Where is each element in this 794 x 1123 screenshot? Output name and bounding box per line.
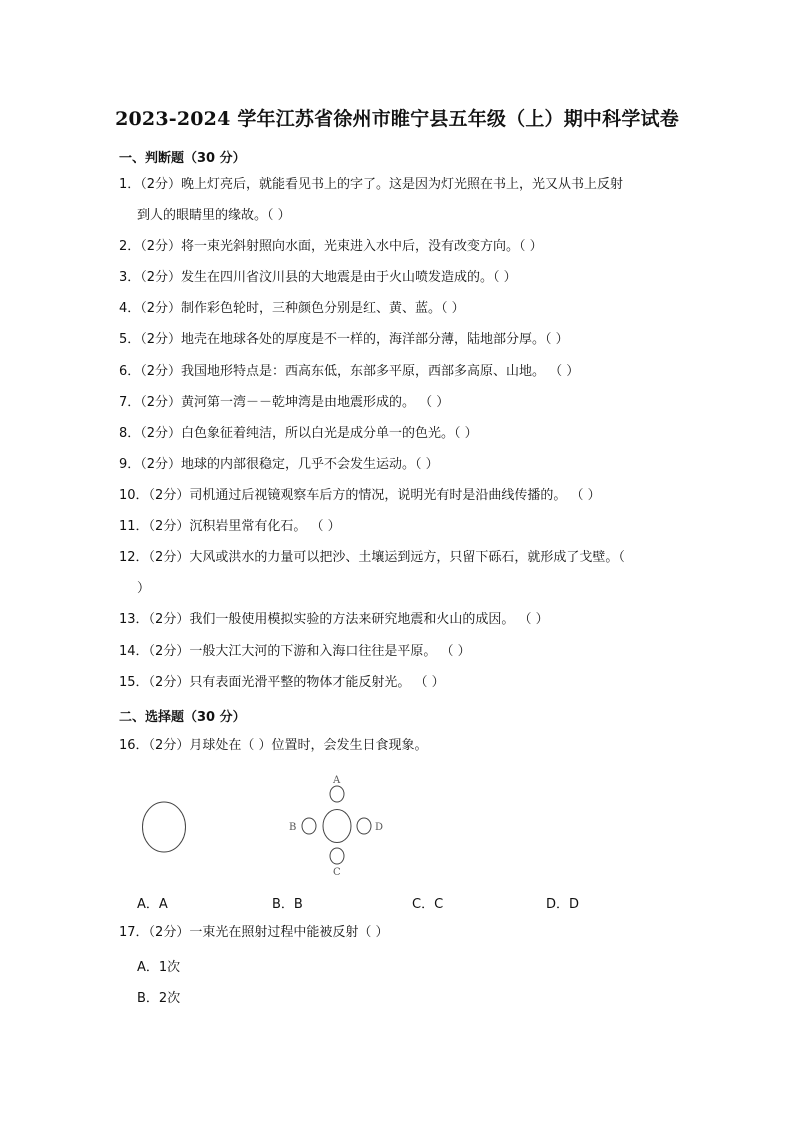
question-6: 6．（2分）我国地形特点是：西高东低，东部多平原，西部多高原、山地。 （ ）	[119, 364, 580, 379]
question-8: 8．（2分）白色象征着纯洁，所以白光是成分单一的色光。（ ）	[119, 426, 478, 441]
question-2: 2．（2分）将一束光斜射照向水面，光束进入水中后，没有改变方向。（ ）	[119, 239, 543, 254]
label-a: A	[333, 775, 341, 786]
question-4: 4．（2分）制作彩色轮时，三种颜色分别是红、黄、蓝。（ ）	[119, 301, 465, 316]
question-1-line-1: 1．（2分）晚上灯亮后，就能看见书上的字了。这是因为灯光照在书上，光又从书上反射	[119, 177, 624, 192]
label-d: D	[375, 822, 384, 833]
q16-option-a[interactable]: A．A	[137, 897, 168, 912]
question-9: 9．（2分）地球的内部很稳定，几乎不会发生运动。（ ）	[119, 457, 439, 472]
question-11: 11．（2分）沉积岩里常有化石。 （ ）	[119, 519, 341, 534]
eclipse-diagram	[130, 770, 410, 880]
question-16: 16．（2分）月球处在（ ）位置时，会发生日食现象。	[119, 738, 428, 753]
page-title: 2023-2024 学年江苏省徐州市睢宁县五年级（上）期中科学试卷	[115, 108, 679, 130]
moon-position-b	[302, 818, 316, 834]
question-5: 5．（2分）地壳在地球各处的厚度是不一样的，海洋部分薄，陆地部分厚。（ ）	[119, 332, 569, 347]
q16-option-b[interactable]: B．B	[272, 897, 303, 912]
question-10: 10．（2分）司机通过后视镜观察车后方的情况，说明光有时是沿曲线传播的。 （ ）	[119, 488, 601, 503]
section-heading-judgement: 一、判断题（30 分）	[119, 151, 246, 166]
earth-circle	[323, 810, 351, 843]
label-c: C	[333, 867, 341, 878]
section-heading-choice: 二、选择题（30 分）	[119, 710, 246, 725]
question-17: 17．（2分）一束光在照射过程中能被反射（ ）	[119, 925, 389, 940]
question-3: 3．（2分）发生在四川省汶川县的大地震是由于火山喷发造成的。（ ）	[119, 270, 517, 285]
moon-position-d	[357, 818, 371, 834]
moon-position-a	[330, 786, 344, 802]
label-b: B	[289, 822, 297, 833]
question-14: 14．（2分）一般大江大河的下游和入海口往往是平原。 （ ）	[119, 644, 471, 659]
question-12-line-2: ）	[137, 581, 151, 596]
question-7: 7．（2分）黄河第一湾－－乾坤湾是由地震形成的。 （ ）	[119, 395, 450, 410]
q17-option-b[interactable]: B．2次	[137, 991, 181, 1006]
question-12-line-1: 12．（2分）大风或洪水的力量可以把沙、土壤运到远方，只留下砾石，就形成了戈壁。（	[119, 550, 625, 565]
moon-position-c	[330, 848, 344, 864]
question-13: 13．（2分）我们一般使用模拟实验的方法来研究地震和火山的成因。 （ ）	[119, 612, 549, 627]
question-15: 15．（2分）只有表面光滑平整的物体才能反射光。 （ ）	[119, 675, 445, 690]
question-1-line-2: 到人的眼睛里的缘故。（ ）	[137, 208, 291, 223]
q16-option-d[interactable]: D．D	[546, 897, 580, 912]
q17-option-a[interactable]: A．1次	[137, 960, 181, 975]
sun-circle	[143, 802, 186, 852]
q16-option-c[interactable]: C．C	[412, 897, 444, 912]
